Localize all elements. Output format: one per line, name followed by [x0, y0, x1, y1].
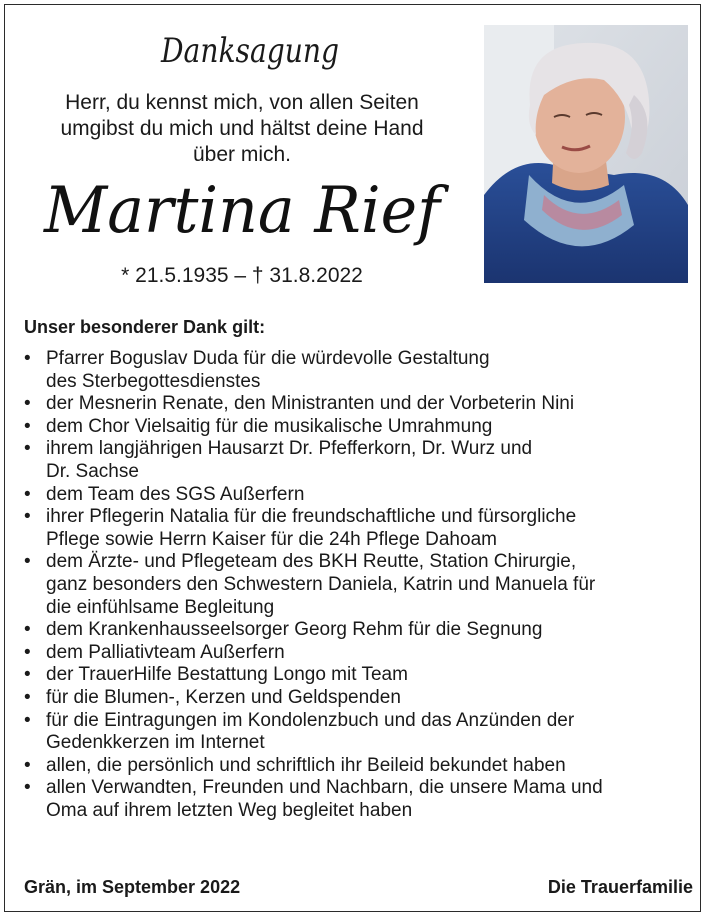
list-item-line: Gedenkkerzen im Internet	[46, 732, 265, 754]
list-item-line: ihrer Pflegerin Natalia für die freundschaftliche und fürsorgliche	[46, 506, 577, 528]
list-item	[20, 642, 700, 665]
list-item-line: Oma auf ihrem letzten Weg begleitet haben	[46, 799, 413, 821]
bullet: •	[24, 506, 31, 528]
list-item	[20, 416, 700, 439]
list-item	[20, 687, 700, 710]
list-item-line: der TrauerHilfe Bestattung Longo mit Team	[46, 664, 408, 686]
signature: Die Trauerfamilie	[547, 877, 693, 897]
life-dates: * 21.5.1935 – † 31.8.2022	[121, 264, 363, 287]
list-item	[20, 777, 700, 822]
list-item-line: die einfühlsame Begleitung	[46, 596, 275, 618]
list-item	[20, 393, 700, 416]
verse-line: über mich.	[192, 143, 292, 166]
verse-line: umgibst du mich und hältst deine Hand	[60, 117, 424, 140]
list-item-line: für die Eintragungen im Kondolenzbuch und das Anzünden der	[46, 709, 575, 731]
list-item-line: dem Krankenhausseelsorger Georg Rehm für die Segnung	[46, 619, 543, 641]
svg-text:Danksagung: Danksagung	[160, 31, 339, 71]
list-item-line: für die Blumen-, Kerzen und Geldspenden	[46, 686, 401, 708]
place-date: Grän, im September 2022	[24, 877, 241, 897]
list-item-line: allen Verwandten, Freunden und Nachbarn, die unsere Mama und	[46, 777, 603, 799]
bullet: •	[24, 393, 31, 415]
thanks-list	[20, 348, 700, 822]
list-item	[20, 506, 700, 551]
list-item	[20, 755, 700, 778]
list-item-line: dem Chor Vielsaitig für die musikalische Umrahmung	[46, 415, 493, 437]
list-item-line: Pfarrer Boguslav Duda für die würdevolle Gestaltung	[46, 348, 490, 369]
list-item	[20, 484, 700, 507]
bullet: •	[24, 483, 31, 505]
bullet: •	[24, 641, 31, 663]
list-item	[20, 664, 700, 687]
list-item-line: allen, die persönlich und schriftlich ihr Beileid bekundet haben	[46, 754, 566, 776]
list-item-line: dem Team des SGS Außerfern	[46, 483, 305, 505]
portrait-photo	[484, 25, 688, 283]
bullet: •	[24, 551, 31, 573]
list-item	[20, 438, 700, 483]
bullet: •	[24, 709, 31, 731]
bible-verse	[22, 90, 462, 168]
list-item-line: Pflege sowie Herrn Kaiser für die 24h Pflege Dahoam	[46, 528, 497, 550]
bullet: •	[24, 664, 31, 686]
bullet: •	[24, 619, 31, 641]
list-item-line: der Mesnerin Renate, den Ministranten und der Vorbeterin Nini	[46, 393, 575, 415]
list-item-line: dem Ärzte- und Pflegeteam des BKH Reutte, Station Chirurgie,	[46, 551, 577, 573]
verse-line: Herr, du kennst mich, von allen Seiten	[65, 91, 419, 114]
svg-text:Martina Rief: Martina Rief	[43, 174, 450, 248]
list-item	[20, 348, 700, 393]
bullet: •	[24, 754, 31, 776]
bullet: •	[24, 438, 31, 460]
list-item	[20, 710, 700, 755]
list-item-line: dem Palliativteam Außerfern	[46, 641, 285, 663]
deceased-name	[22, 160, 462, 268]
list-item-line: ganz besonders den Schwestern Daniela, Katrin und Manuela für	[46, 573, 596, 595]
list-item-line: ihrem langjährigen Hausarzt Dr. Pfefferkorn, Dr. Wurz und	[46, 438, 533, 460]
bullet: •	[24, 348, 31, 369]
thanks-title: Unser besonderer Dank gilt:	[24, 317, 266, 337]
bullet: •	[24, 777, 31, 799]
list-item-line: Dr. Sachse	[46, 460, 139, 482]
list-item	[20, 551, 700, 619]
bullet: •	[24, 415, 31, 437]
list-item	[20, 619, 700, 642]
bullet: •	[24, 686, 31, 708]
list-item-line: des Sterbegottesdienstes	[46, 370, 261, 392]
heading-script	[130, 22, 370, 84]
